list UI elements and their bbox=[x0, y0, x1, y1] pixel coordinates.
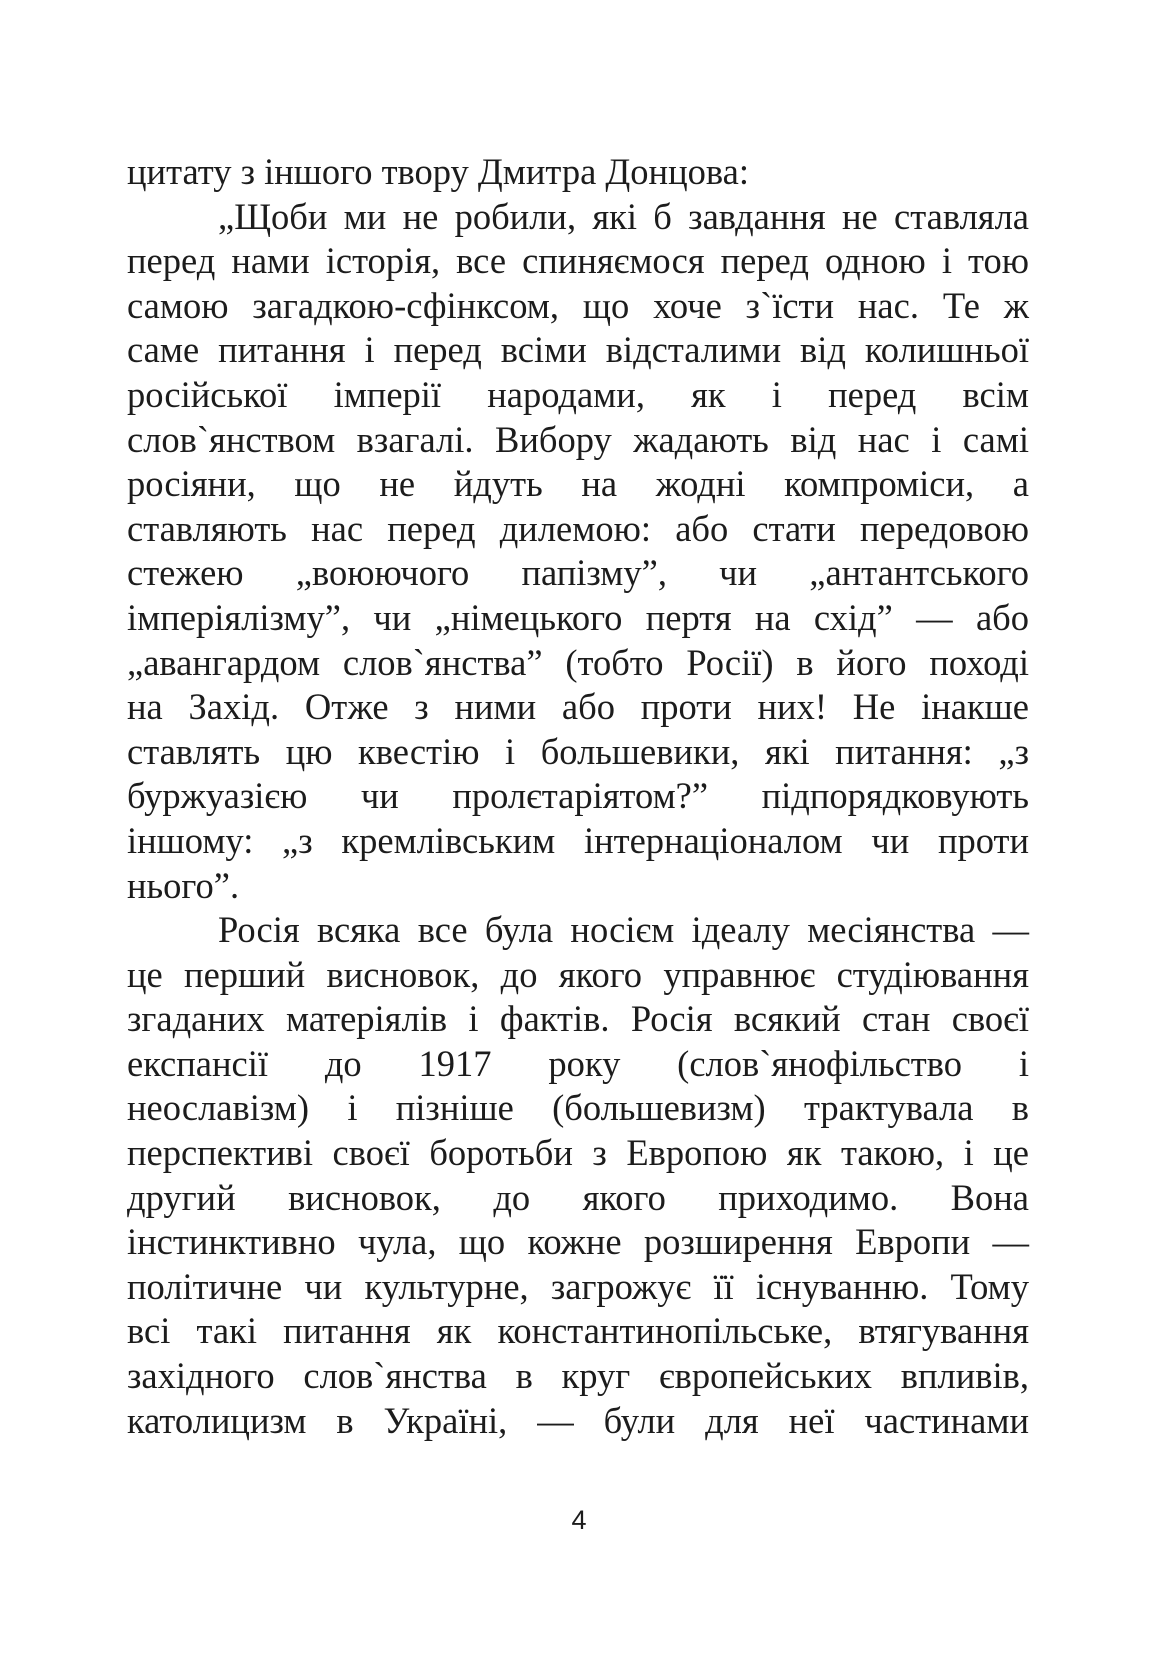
text-line: стежею „воюючого папізму”, чи „антантського bbox=[127, 552, 1029, 594]
text-line: росіяни, що не йдуть на жодні компроміси, а bbox=[127, 463, 1029, 505]
text-line: ставляють нас перед дилемою: або стати передовою bbox=[127, 507, 1029, 549]
text-line: перспективі своєї боротьби з Европою як такою, і це bbox=[127, 1132, 1029, 1174]
text-line: імперіялізму”, чи „німецького пертя на схід” — або bbox=[127, 596, 1029, 638]
text-line: російської імперії народами, як і перед всім bbox=[127, 373, 1029, 415]
text-line: ставлять цю квестію і большевики, які питання: „з bbox=[127, 730, 1029, 772]
text-line: політичне чи культурне, загрожує її існуванню. Тому bbox=[127, 1265, 1029, 1307]
page-number: 4 bbox=[571, 1505, 587, 1535]
text-line: згаданих матеріялів і фактів. Росія всякий стан своєї bbox=[127, 998, 1029, 1040]
text-line: на Захід. Отже з ними або проти них! Не інакше bbox=[127, 686, 1029, 728]
text-line: „авангардом слов`янства” (тобто Росії) в його поході bbox=[127, 641, 1029, 683]
body-text bbox=[127, 150, 1029, 1443]
text-line: всі такі питання як константинопільське, втягування bbox=[127, 1310, 1029, 1352]
text-line: іншому: „з кремлівським інтернаціоналом чи проти bbox=[127, 819, 1029, 861]
text-line: Росія всяка все була носієм ідеалу месіянства — bbox=[218, 909, 1029, 951]
text-line: саме питання і перед всіми відсталими від колишньої bbox=[127, 329, 1029, 371]
text-line: „Щоби ми не робили, які б завдання не ставляла bbox=[218, 195, 1029, 237]
text-line: перед нами історія, все спиняємося перед одною і тою bbox=[127, 240, 1029, 282]
text-line: слов`янством взагалі. Вибору жадають від нас і самі bbox=[127, 418, 1029, 460]
text-line: буржуазією чи пролєтаріятом?” підпорядковують bbox=[127, 775, 1029, 817]
text-line: експансії до 1917 року (слов`янофільство і bbox=[127, 1042, 1029, 1084]
text-line: другий висновок, до якого приходимо. Вона bbox=[127, 1176, 1029, 1218]
text-line: цитату з іншого твору Дмитра Донцова: bbox=[127, 151, 749, 192]
text-line: інстинктивно чула, що кожне розширення Европи — bbox=[127, 1221, 1029, 1263]
text-line: самою загадкою-сфінксом, що хоче з`їсти нас. Те ж bbox=[127, 284, 1029, 326]
text-line: західного слов`янства в круг європейських впливів, bbox=[127, 1355, 1029, 1397]
text-line: неославізм) і пізніше (большевизм) трактувала в bbox=[127, 1087, 1029, 1129]
text-line: католицизм в Україні, — були для неї частинами bbox=[127, 1399, 1029, 1441]
text-line: нього”. bbox=[127, 864, 240, 906]
text-line: це перший висновок, до якого управнює студіювання bbox=[127, 953, 1029, 995]
